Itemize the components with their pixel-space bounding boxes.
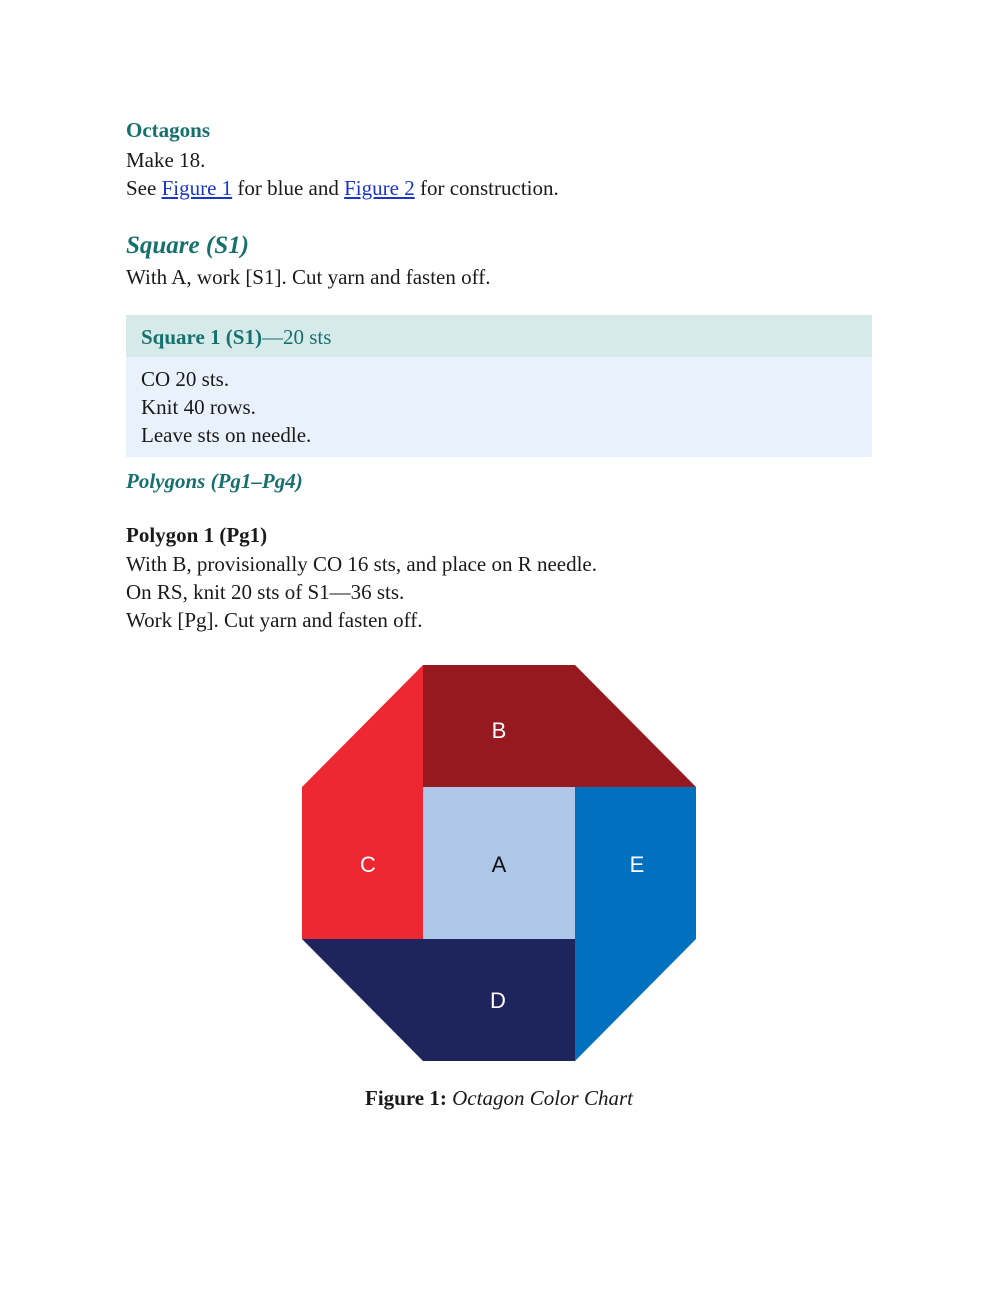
see-figures-line <box>126 174 559 202</box>
polygon-1-line: On RS, knit 20 sts of S1—36 sts. <box>126 580 405 604</box>
square-box-title: Square 1 (S1) <box>141 325 262 349</box>
see-mid: for blue and <box>232 176 345 200</box>
figure-2-link[interactable]: Figure 2 <box>344 176 415 200</box>
square-box-body <box>126 357 872 457</box>
square-instruction: With A, work [S1]. Cut yarn and fasten off. <box>126 265 491 289</box>
figure-caption-label: Figure 1: <box>365 1086 447 1110</box>
figure-caption-title: Octagon Color Chart <box>452 1086 633 1110</box>
octagon-color-chart <box>302 665 696 1061</box>
region-b-label: B <box>491 718 507 743</box>
polygon-1-line: Work [Pg]. Cut yarn and fasten off. <box>126 608 423 632</box>
section-title-octagons: Octagons <box>126 118 210 142</box>
square-box-line: CO 20 sts. <box>141 367 230 391</box>
square-box-header <box>126 315 872 357</box>
region-e-label: E <box>629 852 645 877</box>
region-c-label: C <box>360 852 376 877</box>
polygon-1-line: With B, provisionally CO 16 sts, and place on R needle. <box>126 552 598 576</box>
see-suffix: for construction. <box>414 176 559 200</box>
square-heading: Square (S1) <box>126 232 249 259</box>
square-info-box <box>126 315 872 457</box>
square-box-stitch-count: —20 sts <box>261 325 332 349</box>
region-b <box>423 665 696 787</box>
square-box-line: Knit 40 rows. <box>141 395 256 419</box>
see-prefix: See <box>126 176 162 200</box>
square-box-line: Leave sts on needle. <box>141 423 312 447</box>
polygons-heading: Polygons (Pg1–Pg4) <box>126 469 303 493</box>
figure-1-link[interactable]: Figure 1 <box>161 176 233 200</box>
region-c <box>302 665 423 939</box>
polygon-1-heading: Polygon 1 (Pg1) <box>126 523 268 547</box>
region-d-label: D <box>490 988 506 1013</box>
region-a-label: A <box>491 852 507 877</box>
figure-caption <box>126 1086 872 1111</box>
region-e <box>575 787 696 1061</box>
make-count: Make 18. <box>126 148 206 172</box>
region-d <box>302 939 575 1061</box>
